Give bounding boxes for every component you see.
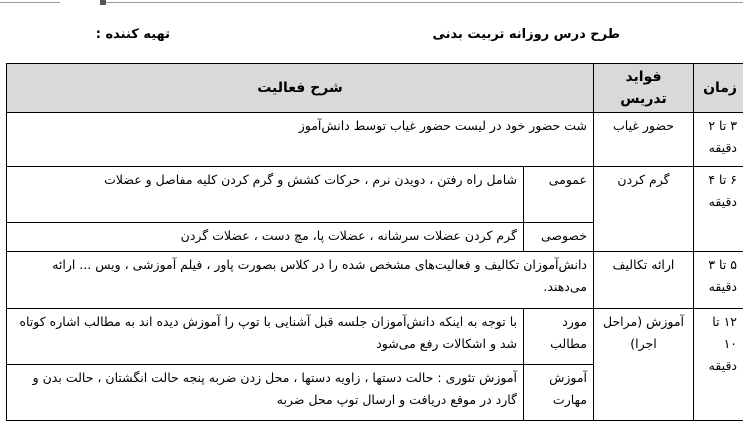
sub-category-cell: مورد مطالب xyxy=(524,309,594,365)
time-cell: ۵ تا ۳ دقیقه xyxy=(694,252,743,309)
prepared-by-label: تهیه کننده : xyxy=(80,27,170,42)
time-cell: ۳ تا ۲ دقیقه xyxy=(694,113,743,167)
sub-category-cell: عمومی xyxy=(524,167,594,223)
table-row xyxy=(7,309,743,365)
sub-category-cell: خصوصی xyxy=(524,223,594,252)
benefit-cell: آموزش (مراحل اجرا) xyxy=(594,309,694,421)
column-header-benefits: فواید تدریس xyxy=(594,64,694,113)
description-cell: شت حضور خود در لیست حضور غیاب توسط دانش‌آموز xyxy=(7,113,594,167)
benefit-cell: گرم کردن xyxy=(594,167,694,252)
benefit-cell: حضور غیاب xyxy=(594,113,694,167)
description-cell: دانش‌آموزان تکالیف و فعالیت‌های مشخص شده را در کلاس بصورت پاور ، فیلم آموزشی ، ویس ... ارائه می‌دهند. xyxy=(7,252,594,309)
time-cell: ۶ تا ۴ دقیقه xyxy=(694,167,743,252)
description-cell: با توجه به اینکه دانش‌آموزان جلسه قبل آشنایی با توپ را آموزش دیده اند به مطالب اشاره کوتاه شد و اشکالات رفع می‌شود xyxy=(7,309,524,365)
table-header-row xyxy=(7,64,743,113)
column-header-description: شرح فعالیت xyxy=(7,64,594,113)
table-row xyxy=(7,167,743,223)
column-header-time: زمان xyxy=(694,64,743,113)
description-cell: گرم کردن عضلات سرشانه ، عضلات پا، مچ دست ، عضلات گردن xyxy=(7,223,524,252)
top-border xyxy=(0,0,743,6)
description-cell: شامل راه رفتن ، دویدن نرم ، حرکات کشش و گرم کردن کلیه مفاصل و عضلات xyxy=(7,167,524,223)
time-cell: ۱۲ تا ۱۰ دقیقه xyxy=(694,309,743,421)
description-cell: آموزش تئوری : حالت دستها ، زاویه دستها ، محل زدن ضربه پنجه حالت انگشتان ، حالت بدن و گارد در موقع دریافت و ارسال توپ محل ضربه xyxy=(7,365,524,421)
table-row xyxy=(7,113,743,167)
sub-category-cell: آموزش مهارت xyxy=(524,365,594,421)
lesson-plan-table xyxy=(6,63,743,421)
benefit-cell: ارائه تکالیف xyxy=(594,252,694,309)
table-row xyxy=(7,252,743,309)
page-title: طرح درس روزانه تربیت بدنی xyxy=(400,27,620,42)
